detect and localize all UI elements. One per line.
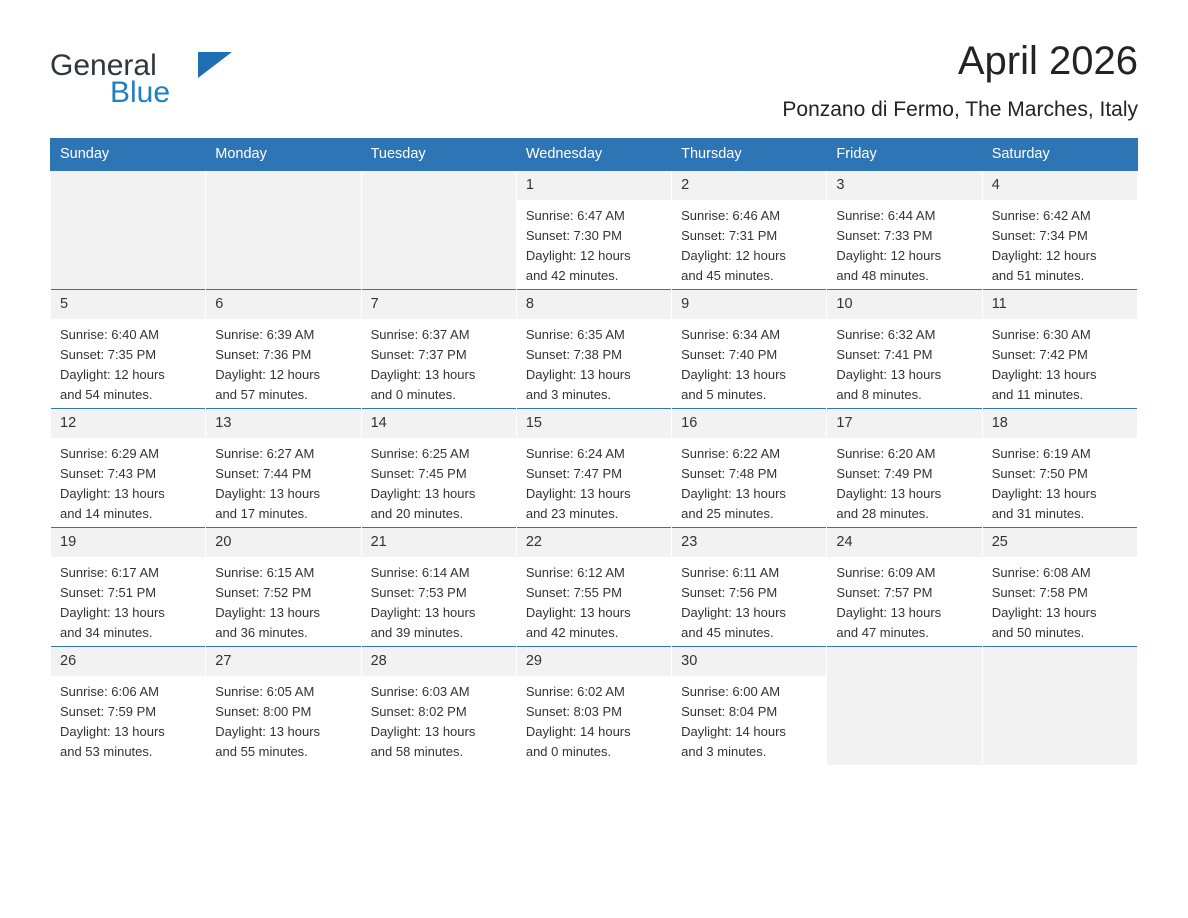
day-details [827,319,981,405]
calendar-cell-empty [827,647,982,766]
calendar-day-cell [672,647,827,766]
day-detail-line: Sunset: 7:48 PM [681,466,778,481]
day-detail-line: Sunrise: 6:20 AM [836,446,936,461]
day-details [827,557,981,643]
weekday-header-friday: Friday [827,139,982,171]
day-number: 24 [827,528,981,557]
day-detail-line: Daylight: 12 hours [525,248,631,263]
day-detail-line: and 25 minutes. [681,506,774,521]
day-detail-line: Sunset: 8:00 PM [215,704,312,719]
day-detail-line: Sunrise: 6:34 AM [681,327,781,342]
day-detail-line: Sunrise: 6:15 AM [215,565,315,580]
day-details [206,676,360,762]
calendar-body [51,171,1138,766]
triangle-flag-icon [198,52,232,78]
weekday-header-sunday: Sunday [51,139,206,171]
day-number: 5 [51,290,205,319]
day-detail-line: Daylight: 13 hours [836,367,942,382]
day-detail-line: Daylight: 13 hours [991,486,1097,501]
day-number: 29 [517,647,671,676]
day-detail-line: Sunset: 8:03 PM [525,704,622,719]
day-detail-line: Sunrise: 6:14 AM [370,565,470,580]
day-detail-line: Daylight: 12 hours [991,248,1097,263]
day-number: 23 [672,528,826,557]
day-detail-line: and 14 minutes. [60,506,153,521]
calendar-day-cell [361,290,516,409]
calendar-day-cell [51,290,206,409]
brand-name-blue: Blue [110,76,171,109]
day-detail-line: Daylight: 13 hours [60,605,165,620]
day-detail-line: Sunset: 7:59 PM [60,704,157,719]
day-detail-line: Sunset: 7:36 PM [215,347,312,362]
day-detail-line: Sunset: 8:04 PM [681,704,778,719]
day-number: 16 [672,409,826,438]
day-detail-line: Sunrise: 6:06 AM [60,684,159,699]
day-detail-line: and 5 minutes. [681,387,767,402]
day-detail-line: Sunset: 7:37 PM [370,347,467,362]
day-detail-line: Daylight: 13 hours [370,486,476,501]
calendar-day-cell [672,409,827,528]
day-detail-line: Daylight: 13 hours [681,367,786,382]
calendar-day-cell [206,528,361,647]
day-detail-line: and 0 minutes. [525,744,612,759]
day-details [672,557,826,643]
calendar-cell-empty [361,171,516,290]
day-detail-line: Daylight: 13 hours [60,724,165,739]
day-detail-line: and 50 minutes. [991,625,1085,640]
day-detail-line: and 47 minutes. [836,625,929,640]
day-number: 10 [827,290,981,319]
day-number: 27 [206,647,360,676]
day-detail-line: Sunset: 7:49 PM [836,466,933,481]
day-number: 15 [517,409,671,438]
day-number: 9 [672,290,826,319]
day-details [206,438,360,524]
day-detail-line: and 42 minutes. [525,268,619,283]
day-detail-line: Daylight: 13 hours [370,724,476,739]
day-number: 14 [362,409,516,438]
day-detail-line: Sunrise: 6:22 AM [681,446,781,461]
calendar-week-row [51,528,1138,647]
day-detail-line: Daylight: 13 hours [525,367,631,382]
day-number: 6 [206,290,360,319]
day-number: 20 [206,528,360,557]
location-subtitle: Ponzano di Fermo, The Marches, Italy [782,98,1138,121]
day-detail-line: and 0 minutes. [370,387,456,402]
day-detail-line: Sunrise: 6:44 AM [836,208,936,223]
day-details [983,200,1137,286]
day-detail-line: Sunset: 7:47 PM [525,466,622,481]
calendar-day-cell [516,647,671,766]
day-details [362,676,516,762]
day-detail-line: Sunset: 8:02 PM [370,704,467,719]
day-detail-line: Sunset: 7:53 PM [370,585,467,600]
day-detail-line: Daylight: 14 hours [681,724,786,739]
day-detail-line: Sunrise: 6:03 AM [370,684,470,699]
day-detail-line: Sunset: 7:52 PM [215,585,312,600]
day-details [983,438,1137,524]
day-detail-line: and 8 minutes. [836,387,922,402]
day-detail-line: Daylight: 13 hours [991,605,1097,620]
day-details [983,319,1137,405]
calendar-day-cell [361,528,516,647]
day-detail-line: Sunset: 7:50 PM [991,466,1088,481]
calendar-day-cell [672,528,827,647]
calendar-day-cell [516,409,671,528]
calendar-week-row [51,647,1138,766]
day-detail-line: Daylight: 13 hours [991,367,1097,382]
day-detail-line: Sunset: 7:34 PM [991,228,1088,243]
calendar-day-cell [982,171,1137,290]
day-detail-line: Sunset: 7:35 PM [60,347,157,362]
day-detail-line: Daylight: 12 hours [681,248,786,263]
day-detail-line: Daylight: 13 hours [681,605,786,620]
day-details [51,676,205,762]
day-detail-line: and 3 minutes. [525,387,612,402]
brand-logo [50,38,270,108]
day-details [517,438,671,524]
day-number: 3 [827,171,981,200]
day-detail-line: Daylight: 13 hours [525,605,631,620]
day-details [672,200,826,286]
day-detail-line: and 39 minutes. [370,625,464,640]
weekday-header-saturday: Saturday [982,139,1137,171]
day-detail-line: Daylight: 13 hours [215,724,321,739]
calendar-day-cell [672,171,827,290]
day-detail-line: and 11 minutes. [991,387,1084,402]
day-detail-line: Sunrise: 6:32 AM [836,327,936,342]
day-detail-line: Daylight: 13 hours [836,605,942,620]
day-detail-line: and 55 minutes. [215,744,308,759]
day-number: 19 [51,528,205,557]
day-detail-line: and 42 minutes. [525,625,619,640]
day-detail-line: and 51 minutes. [991,268,1085,283]
day-number: 30 [672,647,826,676]
weekday-header-thursday: Thursday [672,139,827,171]
day-detail-line: Sunrise: 6:02 AM [525,684,625,699]
day-number: 2 [672,171,826,200]
day-detail-line: and 57 minutes. [215,387,308,402]
day-details [983,557,1137,643]
day-detail-line: Sunrise: 6:09 AM [836,565,936,580]
day-detail-line: Sunset: 7:38 PM [525,347,622,362]
weekday-header-row [51,139,1138,171]
day-detail-line: Sunset: 7:30 PM [525,228,622,243]
day-detail-line: and 31 minutes. [991,506,1085,521]
day-details [517,676,671,762]
calendar-day-cell [516,528,671,647]
day-detail-line: and 3 minutes. [681,744,767,759]
day-details [672,438,826,524]
day-detail-line: Sunset: 7:57 PM [836,585,933,600]
day-detail-line: and 28 minutes. [836,506,929,521]
day-detail-line: and 34 minutes. [60,625,153,640]
day-detail-line: and 17 minutes. [215,506,308,521]
calendar-day-cell [51,528,206,647]
day-details [51,319,205,405]
day-detail-line: Sunset: 7:43 PM [60,466,157,481]
weekday-header-wednesday: Wednesday [516,139,671,171]
day-details [206,319,360,405]
day-detail-line: Sunrise: 6:35 AM [525,327,625,342]
day-details [51,438,205,524]
day-detail-line: Sunrise: 6:37 AM [370,327,470,342]
calendar-day-cell [206,647,361,766]
calendar-day-cell [516,171,671,290]
day-details [827,200,981,286]
day-details [362,557,516,643]
day-detail-line: Daylight: 12 hours [836,248,942,263]
day-detail-line: Sunset: 7:55 PM [525,585,622,600]
day-detail-line: Sunset: 7:41 PM [836,347,933,362]
day-number: 11 [983,290,1137,319]
day-detail-line: Sunrise: 6:00 AM [681,684,781,699]
calendar-cell-empty [51,171,206,290]
day-detail-line: Daylight: 13 hours [60,486,165,501]
day-detail-line: Sunrise: 6:05 AM [215,684,315,699]
day-detail-line: Daylight: 12 hours [215,367,321,382]
day-detail-line: and 58 minutes. [370,744,464,759]
day-detail-line: Sunset: 7:40 PM [681,347,778,362]
day-number: 18 [983,409,1137,438]
day-number: 25 [983,528,1137,557]
day-details [517,319,671,405]
calendar-day-cell [827,171,982,290]
day-detail-line: and 54 minutes. [60,387,153,402]
day-detail-line: Sunrise: 6:46 AM [681,208,781,223]
day-detail-line: Daylight: 13 hours [525,486,631,501]
calendar-week-row [51,290,1138,409]
calendar-day-cell [827,528,982,647]
day-details [51,557,205,643]
day-detail-line: Sunset: 7:31 PM [681,228,778,243]
day-detail-line: Daylight: 13 hours [370,605,476,620]
calendar-day-cell [51,647,206,766]
day-number: 7 [362,290,516,319]
day-number: 13 [206,409,360,438]
day-number: 1 [517,171,671,200]
day-detail-line: Sunrise: 6:19 AM [991,446,1091,461]
calendar-week-row [51,409,1138,528]
day-detail-line: Sunrise: 6:08 AM [991,565,1091,580]
calendar-day-cell [827,290,982,409]
day-detail-line: and 23 minutes. [525,506,619,521]
calendar-day-cell [206,409,361,528]
calendar-day-cell [51,409,206,528]
day-detail-line: Sunrise: 6:11 AM [681,565,780,580]
weekday-header-monday: Monday [206,139,361,171]
day-number: 17 [827,409,981,438]
day-detail-line: and 20 minutes. [370,506,464,521]
day-details [362,438,516,524]
day-detail-line: Sunrise: 6:30 AM [991,327,1091,342]
day-detail-line: Sunset: 7:58 PM [991,585,1088,600]
day-number: 21 [362,528,516,557]
calendar-day-cell [982,409,1137,528]
title-block [270,38,1138,124]
day-number: 22 [517,528,671,557]
day-detail-line: Sunrise: 6:17 AM [60,565,159,580]
day-details [672,676,826,762]
day-detail-line: Daylight: 13 hours [836,486,942,501]
day-detail-line: and 48 minutes. [836,268,929,283]
calendar-cell-empty [982,647,1137,766]
page-title: April 2026 [957,39,1138,83]
calendar-table [50,138,1138,765]
day-detail-line: Daylight: 13 hours [370,367,476,382]
calendar-day-cell [982,290,1137,409]
day-detail-line: Sunset: 7:56 PM [681,585,778,600]
calendar-cell-empty [206,171,361,290]
calendar-day-cell [206,290,361,409]
day-detail-line: Sunset: 7:51 PM [60,585,157,600]
day-detail-line: Sunset: 7:42 PM [991,347,1088,362]
calendar-day-cell [827,409,982,528]
day-number: 8 [517,290,671,319]
brand-name-general: General [50,49,157,82]
day-detail-line: Sunrise: 6:42 AM [991,208,1091,223]
weekday-header-tuesday: Tuesday [361,139,516,171]
day-detail-line: and 53 minutes. [60,744,153,759]
calendar-week-row [51,171,1138,290]
day-detail-line: Daylight: 13 hours [681,486,786,501]
day-number: 28 [362,647,516,676]
day-detail-line: Sunrise: 6:40 AM [60,327,159,342]
day-detail-line: Sunset: 7:45 PM [370,466,467,481]
day-details [517,557,671,643]
day-details [517,200,671,286]
day-detail-line: and 45 minutes. [681,268,774,283]
calendar-day-cell [982,528,1137,647]
day-detail-line: Sunset: 7:33 PM [836,228,933,243]
calendar-day-cell [361,647,516,766]
day-detail-line: Sunrise: 6:24 AM [525,446,625,461]
calendar-day-cell [361,409,516,528]
calendar-day-cell [672,290,827,409]
day-number: 26 [51,647,205,676]
day-detail-line: Sunrise: 6:47 AM [525,208,625,223]
day-detail-line: and 45 minutes. [681,625,774,640]
page-header [50,38,1138,121]
day-details [362,319,516,405]
calendar-day-cell [516,290,671,409]
day-details [206,557,360,643]
day-detail-line: Sunrise: 6:27 AM [215,446,315,461]
day-detail-line: Daylight: 13 hours [215,605,321,620]
day-details [672,319,826,405]
day-detail-line: Sunrise: 6:39 AM [215,327,315,342]
day-number: 12 [51,409,205,438]
day-detail-line: Sunrise: 6:29 AM [60,446,159,461]
day-detail-line: Daylight: 13 hours [215,486,321,501]
day-details [827,438,981,524]
day-detail-line: Sunset: 7:44 PM [215,466,312,481]
day-detail-line: Daylight: 14 hours [525,724,631,739]
day-detail-line: Daylight: 12 hours [60,367,165,382]
day-detail-line: and 36 minutes. [215,625,308,640]
day-number: 4 [983,171,1137,200]
day-detail-line: Sunrise: 6:12 AM [525,565,625,580]
day-detail-line: Sunrise: 6:25 AM [370,446,470,461]
